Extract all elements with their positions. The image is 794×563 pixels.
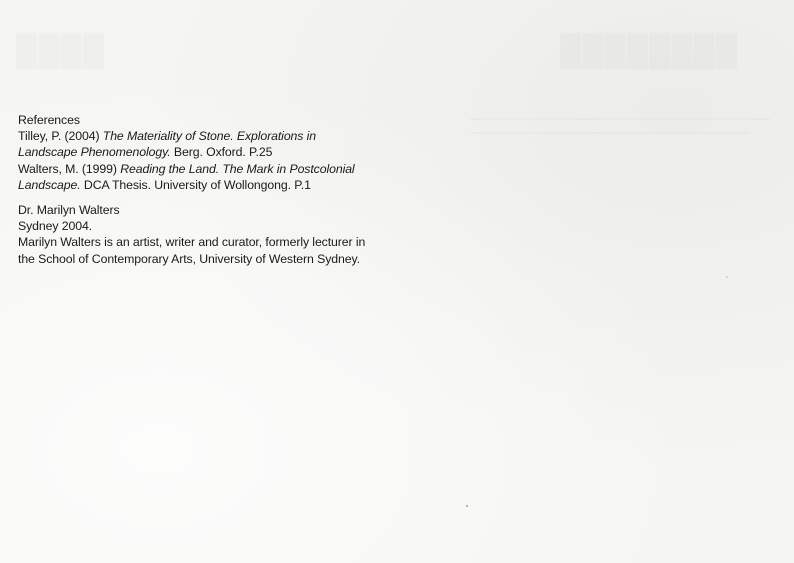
paper-speck — [466, 505, 468, 507]
show-through-line — [470, 118, 770, 120]
references-section — [18, 112, 418, 193]
reference-entry-continued — [18, 144, 418, 160]
reference-entry-continued — [18, 177, 418, 193]
author-place-date: Sydney 2004. — [18, 219, 93, 234]
show-through-left — [16, 34, 105, 68]
reference-author-year: Tilley, P. (2004) — [18, 129, 103, 144]
paper-speck — [726, 276, 728, 278]
reference-title: Reading the Land. The Mark in Postcolonial — [120, 161, 355, 176]
show-through-right — [560, 34, 738, 68]
reference-author-year: Walters, M. (1999) — [18, 161, 121, 176]
reference-publisher: DCA Thesis. University of Wollongong. P.1 — [80, 177, 311, 192]
author-bio-line: the School of Contemporary Arts, University of Western Sydney. — [18, 251, 360, 266]
reference-title: The Materiality of Stone. Explorations in — [102, 129, 317, 144]
references-heading: References — [18, 113, 80, 127]
reference-entry — [18, 128, 418, 144]
reference-title-continued: Landscape Phenomenology. — [18, 145, 171, 160]
reference-title-continued: Landscape. — [18, 177, 81, 192]
author-name: Dr. Marilyn Walters — [18, 203, 120, 217]
author-section — [18, 202, 418, 267]
show-through-line — [470, 132, 750, 134]
author-bio-line: Marilyn Walters is an artist, writer and curator, formerly lecturer in — [18, 235, 366, 250]
reference-entry — [18, 161, 418, 177]
reference-publisher: Berg. Oxford. P.25 — [170, 145, 273, 160]
